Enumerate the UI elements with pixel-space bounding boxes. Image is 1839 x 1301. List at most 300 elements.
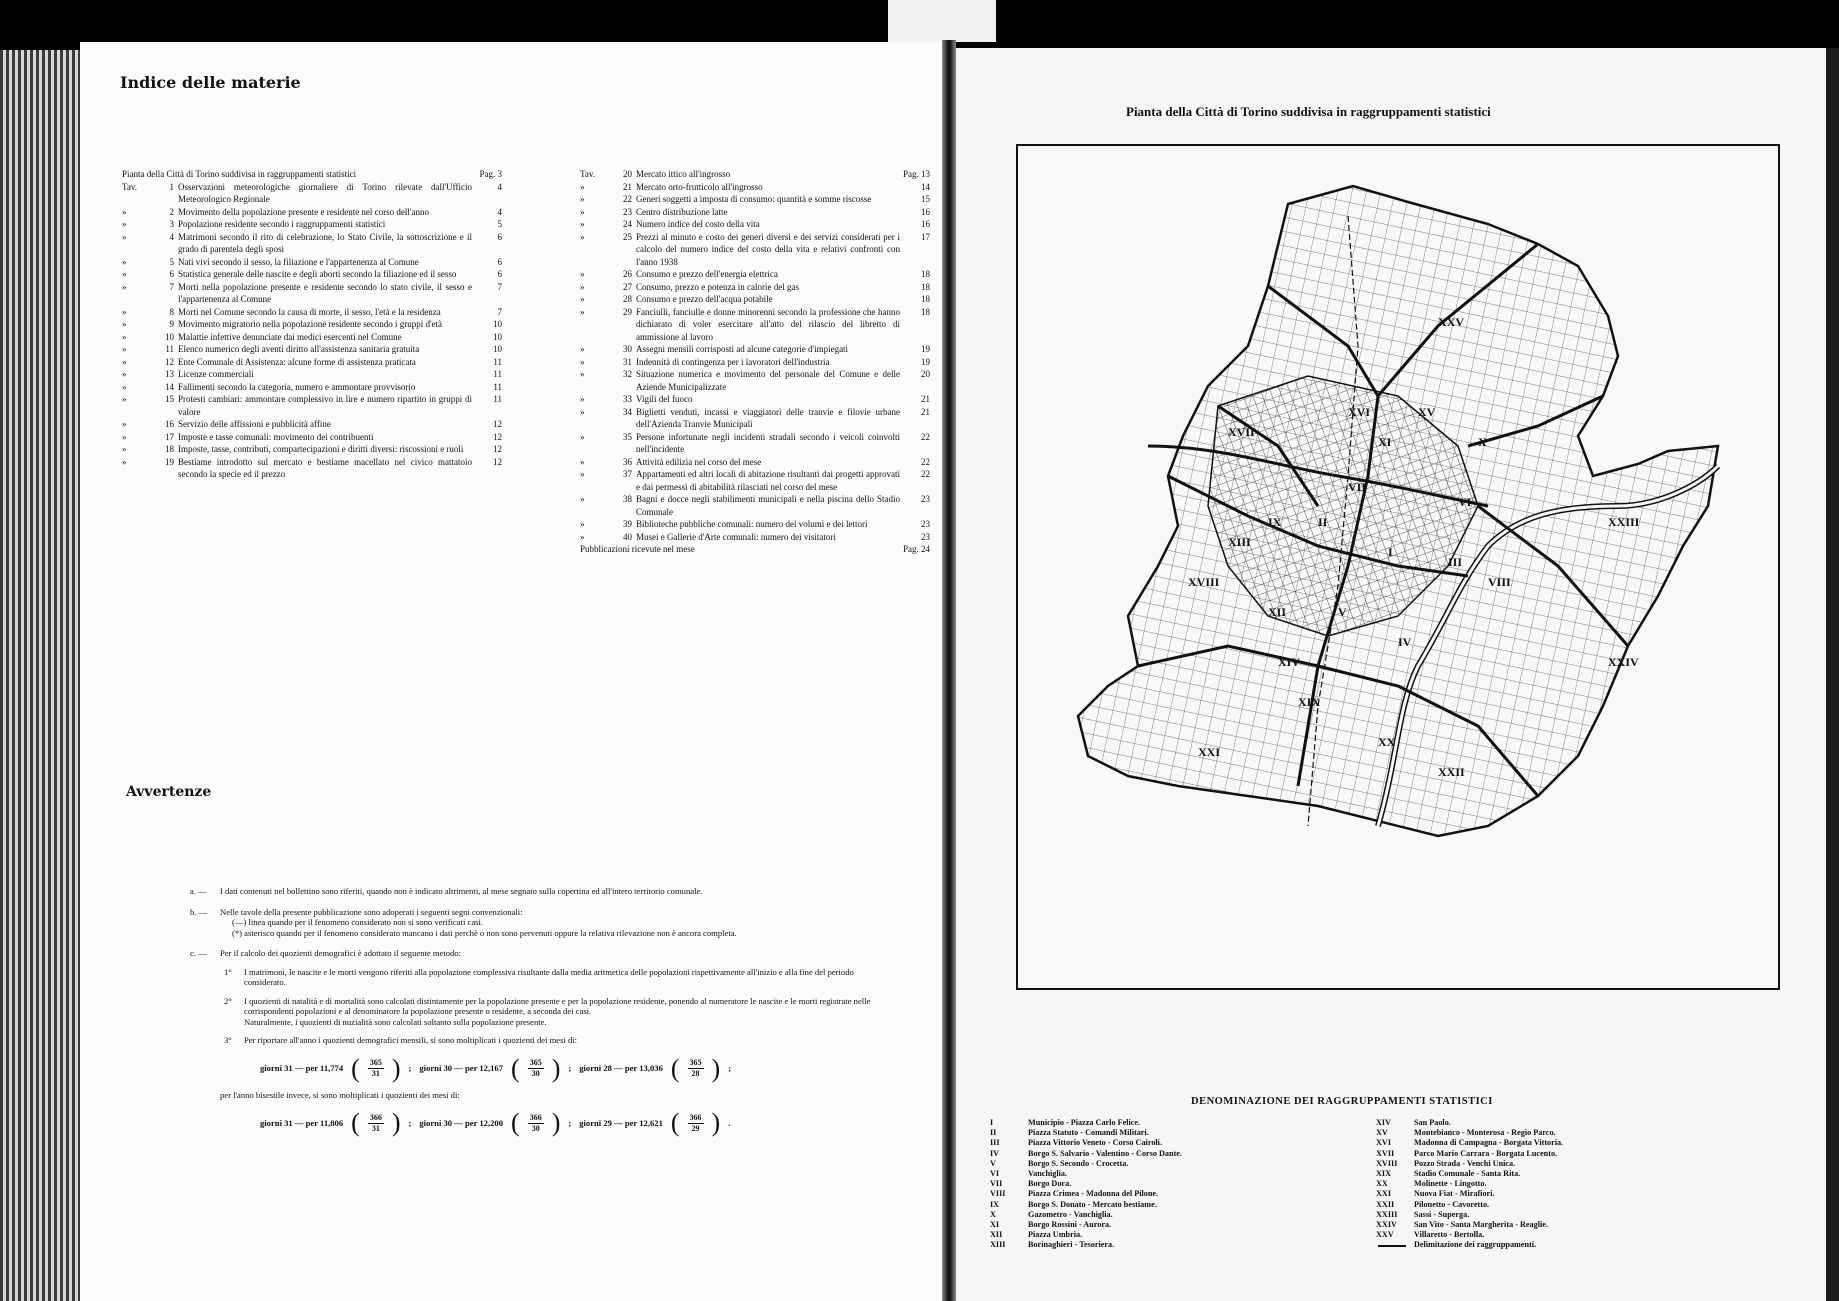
toc-prefix: »: [580, 531, 585, 542]
formula-term: giorni 30 — per 12,200: [419, 1117, 504, 1128]
legend-row: [1376, 1138, 1796, 1148]
toc-title: Imposte e tasse comunali: movimento dei contribuenti: [178, 431, 374, 442]
formula-normal-year: giorni 31 — per 11,774 ( $\frac{365}{31}$ ) ; giorni 30 — per 12,167 ( $\frac{365}{30}$ ) ; giorni 28 — per 13,036 ( $\frac{365}{28}$ ) ;: [260, 1053, 732, 1083]
toc-prefix: »: [580, 344, 585, 354]
toc-page: Pag. 13: [903, 169, 930, 179]
district-label: XIX: [1298, 695, 1321, 709]
item-text: I quozienti di natalità e di mortalità sono calcolati distintamente per la popolazione presente e per la popolazione residente, ponendo al numeratore le nascite e le morti registrate nelle corrispondenti popolazioni e al denominatore la popolazione presente o residente, a seconda dei casi.: [244, 995, 871, 1016]
legend-row: [990, 1128, 1350, 1138]
toc-page: 11: [493, 394, 502, 404]
toc-title: Nati vivi secondo il sesso, la filiazione e l'appartenenza al Comune: [178, 256, 419, 267]
toc-page: 18: [921, 294, 930, 304]
toc-page: 18: [921, 306, 930, 317]
formula-term: giorni 30 — per 12,167: [419, 1063, 504, 1074]
toc-title: Attività edilizia nel corso del mese: [636, 456, 762, 467]
district-label: II: [1318, 515, 1328, 529]
district-label: IV: [1398, 635, 1412, 649]
legend-row: [1376, 1210, 1796, 1220]
toc-prefix: »: [580, 356, 585, 367]
toc-page: 15: [921, 194, 930, 204]
legend-name: Montebianco - Monterosa - Regio Parco.: [1414, 1128, 1556, 1138]
district-label: XX: [1378, 735, 1396, 749]
toc-entry: [580, 368, 930, 393]
legend-code: XVI: [1376, 1138, 1392, 1148]
toc-number: 17: [165, 431, 174, 442]
legend-row: [990, 1189, 1350, 1199]
toc-number: 37: [623, 469, 632, 479]
toc-page: 19: [921, 344, 930, 354]
legend-row: [1376, 1189, 1796, 1199]
toc-page: 10: [493, 344, 502, 354]
legend-row: [1376, 1179, 1796, 1189]
frac-den: 31: [371, 1123, 380, 1133]
toc-page: 16: [921, 206, 930, 217]
district-label: X: [1478, 435, 1487, 449]
toc-title: Consumo, prezzo e potenza in calorie del gas: [636, 281, 799, 292]
toc-prefix: »: [580, 206, 585, 217]
note-label: b. —: [190, 906, 208, 917]
legend-row: [990, 1118, 1350, 1128]
note-sub: (*) asterisco quando per il fenomeno considerato mancano i dati perchè o non sono pervenuti oppure la relativa rilevazione non è ancora completa.: [232, 927, 737, 938]
note-text: Nelle tavole della presente pubblicazione sono adoperati i seguenti segni convenzionali:: [220, 906, 523, 917]
toc-page: 10: [493, 331, 502, 342]
district-label: XXIV: [1608, 655, 1639, 669]
toc-prefix: »: [122, 369, 127, 379]
toc-title: Imposte, tasse, contributi, compartecipazioni e diritti diversi: riscossioni e ruoli: [178, 444, 464, 454]
toc-entry: [580, 518, 930, 531]
toc-number: 25: [623, 231, 632, 242]
toc-entry: [580, 456, 930, 469]
toc-page: 22: [921, 431, 930, 442]
toc-number: 24: [623, 219, 632, 229]
legend-name: Piazza Umbria.: [1028, 1230, 1083, 1240]
toc-title: Centro distribuzione latte: [636, 206, 728, 217]
toc-page: 16: [921, 219, 930, 229]
toc-number: 33: [623, 394, 632, 404]
legend-title: DENOMINAZIONE DEI RAGGRUPPAMENTI STATISTICI: [1191, 1096, 1493, 1107]
legend-row: [990, 1200, 1350, 1210]
toc-prefix: »: [580, 406, 585, 417]
toc-prefix: Tav.: [122, 181, 138, 192]
toc-prefix: »: [122, 381, 127, 392]
toc-entry: [580, 306, 930, 344]
toc-prefix: »: [580, 306, 585, 317]
legend-row: [1376, 1149, 1796, 1159]
legend-code: VII: [990, 1179, 1003, 1189]
district-label: XII: [1268, 605, 1287, 619]
toc-page: 11: [493, 369, 502, 379]
toc-prefix: »: [580, 431, 585, 442]
legend-name: Gazometro - Vanchiglia.: [1028, 1209, 1113, 1219]
bisestile-text: per l'anno bisestile invece, si sono moltiplicati i quozienti dei mesi di:: [220, 1089, 460, 1100]
toc-title: Servizio delle affissioni e pubblicità affine: [178, 419, 331, 429]
district-label: XV: [1418, 405, 1436, 419]
district-label: XVI: [1348, 405, 1371, 419]
toc-page: 21: [921, 406, 930, 417]
toc-title: Bestiame introdotto sul mercato e bestiame macellato nel civico mattatoio secondo la specie ed il prezzo: [178, 456, 472, 479]
toc-page: 12: [493, 456, 502, 467]
legend-code: XIII: [990, 1240, 1006, 1250]
legend-boundary-label: Delimitazione dei raggruppamenti.: [1414, 1240, 1537, 1250]
toc-prefix: »: [580, 181, 585, 192]
page-tab: [888, 0, 996, 42]
legend-name: San Paolo.: [1414, 1118, 1451, 1127]
legend-code: IV: [990, 1148, 1000, 1158]
toc-number: 2: [169, 206, 174, 217]
toc-prefix: »: [122, 206, 127, 217]
toc-column-2: [580, 168, 930, 556]
toc-number: 40: [623, 531, 632, 542]
map-frame: [1016, 144, 1780, 990]
toc-prefix: »: [580, 494, 585, 504]
legend-name: Borgo Rossini - Aurora.: [1028, 1220, 1112, 1230]
district-label: V: [1338, 605, 1347, 619]
legend-name: Pozzo Strada - Venchi Unica.: [1414, 1158, 1516, 1168]
legend-name: Borgo S. Donato - Mercato bestiame.: [1028, 1199, 1157, 1209]
toc-prefix: Tav.: [580, 169, 596, 179]
toc-title: Prezzi al minuto e costo dei generi diversi e dei servizi considerati per i calcolo del numero indice del costo della vita e relativi confronti con l'anno 1938: [636, 231, 900, 267]
toc-title: Fallimenti secondo la categoria, numero e ammontare provvisorio: [178, 381, 416, 392]
toc-entry: [122, 418, 502, 431]
legend-code: XI: [990, 1220, 1000, 1230]
toc-number: 28: [623, 294, 632, 304]
district-label: VII: [1348, 480, 1367, 494]
toc-page: 23: [921, 519, 930, 529]
toc-page: 18: [921, 269, 930, 279]
toc-title: Osservazioni meteorologiche giornaliere di Torino rilevate dall'Ufficio Meteorologico Regionale: [178, 181, 472, 204]
toc-entry: [580, 343, 930, 356]
district-label: VIII: [1488, 575, 1511, 589]
toc-prefix: »: [580, 369, 585, 379]
toc-page: 22: [921, 456, 930, 467]
legend-name: Piazza Vittorio Veneto - Corso Cairoli.: [1028, 1138, 1163, 1148]
toc-page: 20: [921, 369, 930, 379]
toc-entry: [122, 218, 502, 231]
toc-prefix: »: [122, 331, 127, 342]
legend-code: XXII: [1376, 1199, 1395, 1209]
item-number: 1°: [224, 966, 232, 977]
toc-title: Situazione numerica e movimento del personale del Comune e delle Aziende Municipalizzate: [636, 369, 900, 392]
frac-den: 31: [371, 1069, 380, 1078]
legend-row: [990, 1230, 1350, 1240]
toc-prefix: »: [580, 219, 585, 229]
toc-entry: [122, 206, 502, 219]
toc-page: 7: [497, 281, 502, 292]
item-text: I matrimoni, le nascite e le morti vengono riferiti alla popolazione complessiva risultante dalla media aritmetica delle popolazioni rispettivamente all'inizio e alla fine del periodo considerato.: [244, 966, 854, 987]
formula-term: giorni 31 — per 11,806: [260, 1117, 344, 1128]
toc-page: Pag. 24: [903, 544, 930, 554]
legend-code: V: [990, 1158, 996, 1168]
left-page: [80, 42, 942, 1301]
toc-entry: [580, 281, 930, 294]
note-a: [190, 886, 880, 897]
toc-number: 35: [623, 431, 632, 442]
toc-title: Generi soggetti a imposta di consumo: quantità e somme riscosse: [636, 194, 872, 204]
toc-title: Matrimoni secondo il rito di celebrazione, lo Stato Civile, la sottoscrizione e il grado di parentela degli sposi: [178, 231, 472, 254]
avvertenze-heading: Avvertenze: [126, 784, 212, 800]
toc-prefix: »: [580, 456, 585, 467]
district-label: XXII: [1438, 765, 1465, 779]
legend-code: XII: [990, 1230, 1003, 1240]
legend-row: [1376, 1128, 1796, 1138]
toc-number: 8: [169, 306, 174, 317]
toc-entry: [580, 406, 930, 431]
toc-prefix: »: [122, 269, 127, 279]
toc-title: Persone infortunate negli incidenti stradali secondo i veicoli coinvolti nell'incidente: [636, 431, 900, 454]
toc-entry: [122, 343, 502, 356]
district-label: IX: [1268, 515, 1282, 529]
toc-page: 14: [921, 181, 930, 192]
legend-column-right: [1376, 1118, 1796, 1251]
frac-den: 30: [531, 1069, 540, 1078]
legend-row: [990, 1210, 1350, 1220]
legend-row: [990, 1220, 1350, 1230]
legend-row: [1376, 1118, 1796, 1128]
district-label: XIV: [1278, 655, 1301, 669]
toc-entry: [122, 393, 502, 418]
toc-entry: [122, 318, 502, 331]
toc-title: Mercato ittico all'ingrosso: [636, 169, 731, 179]
toc-entry: [122, 368, 502, 381]
toc-number: 5: [169, 256, 174, 267]
legend-row: [990, 1149, 1350, 1159]
legend-name: Madonna di Campagna - Borgata Vittoria.: [1414, 1138, 1564, 1148]
toc-prefix: »: [580, 194, 585, 204]
toc-page: 22: [921, 469, 930, 479]
legend-row: [1376, 1169, 1796, 1179]
avvertenze-notes: [190, 886, 880, 1154]
legend-row: [1376, 1220, 1796, 1230]
toc-number: 11: [165, 344, 174, 354]
toc-entry: [122, 281, 502, 306]
page-edge-right: [1826, 48, 1839, 1301]
toc-number: 23: [623, 206, 632, 217]
frac-den: 28: [691, 1069, 700, 1078]
toc-number: 21: [623, 181, 632, 192]
legend-code: I: [990, 1118, 994, 1127]
toc-title: Pubblicazioni ricevute nel mese: [580, 544, 695, 554]
toc-prefix: »: [122, 344, 127, 354]
legend-row: [990, 1240, 1350, 1250]
toc-prefix: »: [580, 231, 585, 242]
legend-code: X: [990, 1209, 996, 1219]
toc-page: 6: [497, 256, 502, 267]
toc-page: 12: [493, 444, 502, 454]
toc-entry: [580, 293, 930, 306]
note-sub: (—) linea quando per il fenomeno considerato non si sono verificati casi.: [232, 917, 484, 927]
toc-number: 19: [165, 456, 174, 467]
legend-column-left: [990, 1118, 1350, 1251]
toc-number: 6: [169, 269, 174, 279]
legend-code: VI: [990, 1169, 1000, 1179]
toc-prefix: »: [580, 394, 585, 404]
frac-num: 365: [529, 1058, 542, 1067]
toc-entry: [122, 331, 502, 344]
page-edges: [0, 50, 80, 1301]
toc-page: 7: [497, 306, 502, 317]
toc-entry: [122, 431, 502, 444]
toc-page: 19: [921, 356, 930, 367]
toc-prefix: »: [122, 456, 127, 467]
toc-entry: [122, 231, 502, 256]
toc-entry: [122, 443, 502, 456]
toc-page: 4: [497, 206, 502, 217]
toc-entry: [580, 218, 930, 231]
toc-page: 17: [921, 231, 930, 242]
frac-num: 366: [369, 1112, 382, 1122]
toc-prefix: »: [122, 231, 127, 242]
legend-name: Borgo S. Salvario - Valentino - Corso Dante.: [1028, 1148, 1182, 1158]
district-label: XIII: [1228, 535, 1251, 549]
toc-title: Vigili del fuoco: [636, 394, 693, 404]
district-label: XVIII: [1188, 575, 1220, 589]
legend-code: XVII: [1376, 1148, 1395, 1158]
legend-name: Nuova Fiat - Mirafiori.: [1414, 1189, 1495, 1199]
toc-prefix: »: [580, 269, 585, 279]
toc-entry: [580, 393, 930, 406]
legend-row: [990, 1179, 1350, 1189]
legend-code: XXV: [1376, 1230, 1394, 1240]
toc-number: 29: [623, 306, 632, 317]
toc-prefix: »: [122, 319, 127, 329]
toc-entry: [122, 456, 502, 481]
map-title: Pianta della Città di Torino suddivisa in raggruppamenti statistici: [1126, 104, 1491, 119]
toc-entry: [122, 381, 502, 394]
toc-title: Fanciulli, fanciulle e donne minorenni secondo la professione che hanno dichiarato di voler esercitare all'atto del rilascio del libretto di ammissione al lavoro: [636, 306, 900, 342]
legend-row: [990, 1169, 1350, 1179]
legend-name: San Vito - Santa Margherita - Reaglie.: [1414, 1220, 1548, 1230]
toc-number: 31: [623, 356, 632, 367]
toc-page: 11: [493, 381, 502, 392]
legend-name: Pilonetto - Cavoretto.: [1414, 1199, 1490, 1209]
toc-number: 32: [623, 369, 632, 379]
note-b: [190, 907, 880, 939]
toc-page: Pag. 3: [479, 169, 502, 179]
frac-num: 366: [529, 1112, 542, 1122]
frac-den: 30: [531, 1123, 540, 1133]
toc-number: 7: [169, 281, 174, 292]
formula-leap-year: giorni 31 — per 11,806 ( $\frac{366}{31}$ ) ; giorni 30 — per 12,200 ( $\frac{366}{30}$ ) ; giorni 29 — per 12,621 ( $\frac{366}{29}$ ) .: [260, 1108, 731, 1137]
toc-title: Movimento migratorio nella popolazione residente secondo i gruppi d'età: [178, 319, 443, 329]
toc-title: Morti nel Comune secondo la causa di morte, il sesso, l'età e la residenza: [178, 306, 441, 317]
toc-number: 39: [623, 519, 632, 529]
toc-entry: [580, 356, 930, 369]
toc-entry: [122, 306, 502, 319]
toc-entry: [580, 181, 930, 194]
toc-title: Consumo e prezzo dell'energia elettrica: [636, 269, 778, 279]
district-label: XXI: [1198, 745, 1221, 759]
toc-prefix: »: [122, 219, 127, 229]
toc-number: 30: [623, 344, 632, 354]
district-label: XI: [1378, 435, 1392, 449]
legend-name: Piazza Crimea - Madonna del Pilone.: [1028, 1189, 1159, 1199]
toc-page: 23: [921, 531, 930, 542]
toc-title: Bagni e docce negli stabilimenti municipali e nella piscina dello Stadio Comunale: [636, 494, 900, 517]
toc-number: 16: [165, 419, 174, 429]
legend-name: Borinaghieri - Tesoriera.: [1028, 1240, 1115, 1250]
toc-title: Protesti cambiari: ammontare complessivo in lire e numero ripartito in gruppi di valore: [178, 394, 472, 417]
toc-title: Statistica generale delle nascite e degli aborti secondo la filiazione ed il sesso: [178, 269, 457, 279]
toc-prefix: »: [580, 519, 585, 529]
legend-name: Villaretto - Bertolla.: [1414, 1230, 1485, 1240]
toc-title: Pianta della Città di Torino suddivisa in raggruppamenti statistici: [122, 169, 357, 179]
legend-boundary-row: [1376, 1240, 1796, 1250]
legend-name: Vanchiglia.: [1028, 1169, 1068, 1179]
legend-name: Sassi - Superga.: [1414, 1209, 1470, 1219]
toc-prefix: »: [122, 281, 127, 292]
frac-num: 366: [689, 1112, 702, 1122]
toc-title: Consumo e prezzo dell'acqua potabile: [636, 294, 773, 304]
district-label: XVII: [1228, 425, 1255, 439]
legend-code: XX: [1376, 1179, 1388, 1189]
legend-row: [1376, 1230, 1796, 1240]
toc-prefix: »: [122, 444, 127, 454]
toc-page: 12: [493, 431, 502, 442]
toc-entry: [122, 181, 502, 206]
formula-term: giorni 29 — per 12,621: [579, 1117, 663, 1128]
district-label: I: [1388, 545, 1393, 559]
toc-prefix: »: [580, 281, 585, 292]
legend-code: XV: [1376, 1128, 1388, 1138]
legend-row: [1376, 1200, 1796, 1210]
toc-page: 4: [497, 181, 502, 192]
legend-code: XIV: [1376, 1118, 1392, 1127]
toc-entry: [122, 268, 502, 281]
toc-title: Indennità di contingenza per i lavoratori dell'industria: [636, 356, 830, 367]
frac-num: 365: [369, 1058, 382, 1067]
district-label: III: [1448, 555, 1463, 569]
legend-name: Molinette - Lingotto.: [1414, 1179, 1487, 1189]
toc-page: 23: [921, 494, 930, 504]
district-label: XXIII: [1608, 515, 1640, 529]
toc-prefix: »: [122, 256, 127, 267]
toc-page: 18: [921, 281, 930, 292]
toc-number: 20: [623, 169, 632, 179]
toc-prefix: »: [122, 306, 127, 317]
toc-prefix: »: [122, 394, 127, 404]
toc-number: 18: [165, 444, 174, 454]
toc-title: Musei e Gallerie d'Arte comunali: numero dei visitatori: [636, 531, 836, 542]
book-gutter: [942, 40, 956, 1301]
toc-entry: [580, 206, 930, 219]
toc-number: 38: [623, 494, 632, 504]
legend-code: II: [990, 1128, 997, 1138]
toc-title: Morti nella popolazione presente e residente secondo lo stato civile, il sesso e l'appartenenza al Comune: [178, 281, 472, 304]
legend-name: Parco Mario Carrara - Borgata Lucento.: [1414, 1148, 1558, 1158]
toc-number: 10: [165, 331, 174, 342]
boundary-line-icon: [1378, 1245, 1406, 1247]
toc-entry: [580, 493, 930, 518]
toc-title: Biblioteche pubbliche comunali: numero dei volumi e dei lettori: [636, 519, 868, 529]
toc-entry: [580, 268, 930, 281]
note-label: a. —: [190, 886, 207, 896]
toc-title: Licenze commerciali: [178, 369, 254, 379]
legend-row: [1376, 1159, 1796, 1169]
legend-name: Piazza Statuto - Comandi Militari.: [1028, 1128, 1149, 1138]
item-number: 2°: [224, 995, 232, 1006]
legend-code: III: [990, 1138, 1000, 1148]
toc-page: 12: [493, 419, 502, 429]
toc-entry: [580, 231, 930, 269]
note-text: I dati contenuti nel bollettino sono riferiti, quando non è indicato altrimenti, al mese segnato sulla copertina ed all'intero territorio comunale.: [220, 886, 703, 896]
district-label: XXV: [1438, 315, 1464, 329]
toc-column-1: [122, 168, 502, 481]
toc-prefix: »: [122, 356, 127, 367]
toc-prefix: »: [122, 431, 127, 442]
toc-title: Ente Comunale di Assistenza: alcune forme di assistenza praticata: [178, 356, 416, 367]
legend-code: VIII: [990, 1189, 1006, 1199]
toc-entry: [580, 531, 930, 544]
